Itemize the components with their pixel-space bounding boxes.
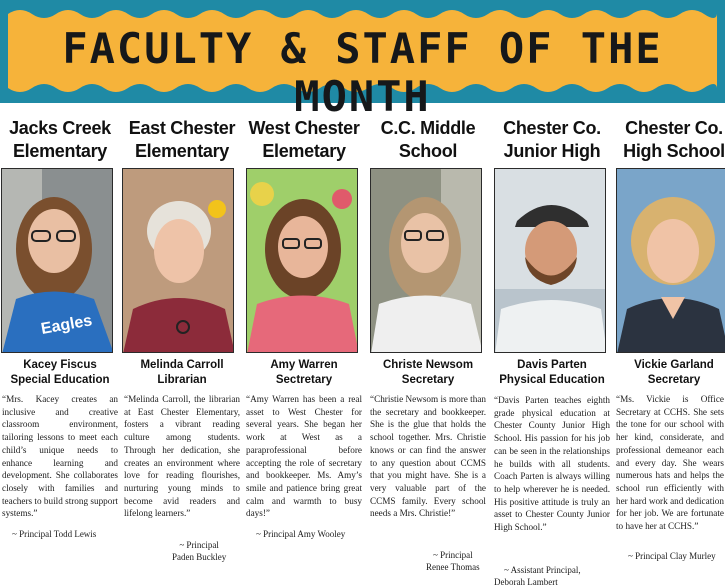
staff-name: Amy Warren [270,359,338,371]
school-name-line2: School [398,141,458,161]
staff-quote: “Mrs. Kacey creates an inclusive and creative classroom environment, tailoring lessons to meet each child’s unique needs to enhance learning and development. She collaborates closely with families and teachers to build strong support systems.” [2,394,118,519]
column-east-chester [122,113,242,588]
signature-line1: ~ Principal [179,540,219,550]
school-name-line1: West Chester [248,118,360,138]
signature-line1: ~ Assistant Principal, [504,565,581,575]
school-name-line2: Elemetary [262,141,346,161]
signature: ~ Principal Clay Murley [628,551,716,561]
signature-line2: Renee Thomas [426,562,480,572]
column-chester-junior-high [492,113,612,588]
signature [172,539,226,563]
signature: ~ Principal Amy Wooley [256,529,346,539]
staff-name-block [614,358,725,388]
signature-line2: Deborah Lambert [494,577,558,587]
column-west-chester [244,113,364,588]
school-name [0,117,124,163]
staff-name-block [492,358,612,388]
school-name-line2: Elementary [12,141,108,161]
staff-name: Kacey Fiscus [23,359,97,371]
staff-photo [616,168,725,353]
staff-name: Vickie Garland [634,359,714,371]
staff-role: Librarian [157,374,207,386]
staff-name: Melinda Carroll [140,359,224,371]
staff-photo [494,168,606,353]
school-name-line2: Elementary [134,141,230,161]
staff-role: Secretary [401,374,455,386]
signature-line2: Paden Buckley [172,552,227,562]
school-name [364,117,492,163]
school-name-line2: High School [623,141,725,161]
staff-name-block [368,358,488,388]
staff-role: Special Education [10,374,110,386]
staff-photo [246,168,358,353]
staff-name-block [244,358,364,388]
signature-line1: ~ Principal [432,550,473,560]
staff-name: Christe Newsom [382,359,474,371]
signature [426,549,480,573]
school-name-line1: Chester Co. [625,118,723,138]
staff-name-block [122,358,242,388]
svg-text:Eagles: Eagles [39,312,94,338]
staff-quote: “Melinda Carroll, the librarian at East Chester Elementary, fosters a vibrant reading culture among students. Through her dedication, she creates an environment where love for reading flourishes, nurturing young minds to become avid readers and lifelong learners.” [124,394,240,519]
staff-photo [370,168,482,353]
school-name [610,117,725,163]
staff-quote: “Davis Parten teaches eighth grade physical education at Chester County Junior High School. His passion for his job can be seen in the relationships he builds with all students. Coach Parten is always willing to help wherever he is needed. His positive attitude is truly an asset to Chester County Junior High School.” [494,395,610,533]
staff-photo [1,168,113,353]
school-name-line1: Chester Co. [503,118,601,138]
school-name [240,117,368,163]
signature: ~ Principal Todd Lewis [12,529,97,539]
staff-quote: “Amy Warren has been a real asset to West Chester for several years. She began her work at West as a paraprofessional before accepting the role of secretary and bookkeeper. Ms. Amy’s smile and patience bring great calm and warmth to busy days!” [246,394,362,519]
staff-role: Secretary [647,374,701,386]
staff-role: Sectretary [275,374,333,386]
staff-quote: “Christie Newsom is more than the secretary and bookkeeper. She is the glue that holds the school together. Mrs. Christie knows or can find the answer to any question about CCMS that you might have. She is a very valuable part of the CCMS family. Every school needs a Mrs. Christie!” [370,394,486,519]
school-name-line2: Junior High [503,141,601,161]
page-title: FACULTY & STAFF OF THE MONTH [62,24,663,121]
school-name [488,117,616,163]
staff-name: Davis Parten [517,359,587,371]
staff-photo [122,168,234,353]
school-name [118,117,246,163]
banner [0,0,725,121]
school-name-line1: Jacks Creek [9,118,111,138]
column-chester-high-school [614,113,725,588]
staff-role: Physical Education [499,374,605,386]
school-name-line1: East Chester [128,118,236,138]
staff-name-block [0,358,120,388]
school-name-line1: C.C. Middle [380,118,476,138]
column-jacks-creek [0,113,120,588]
staff-quote: “Ms. Vickie is Office Secretary at CCHS. She sets the tone for our school with her kind, considerate, and professional demeanor each and every day. She wears numerous hats and helps the school run efficiently with her hard work and dedication for her job. We are fortunate to have her at CCHS.” [616,394,724,532]
staff-columns [0,113,725,588]
signature [494,564,581,588]
column-cc-middle [368,113,488,588]
